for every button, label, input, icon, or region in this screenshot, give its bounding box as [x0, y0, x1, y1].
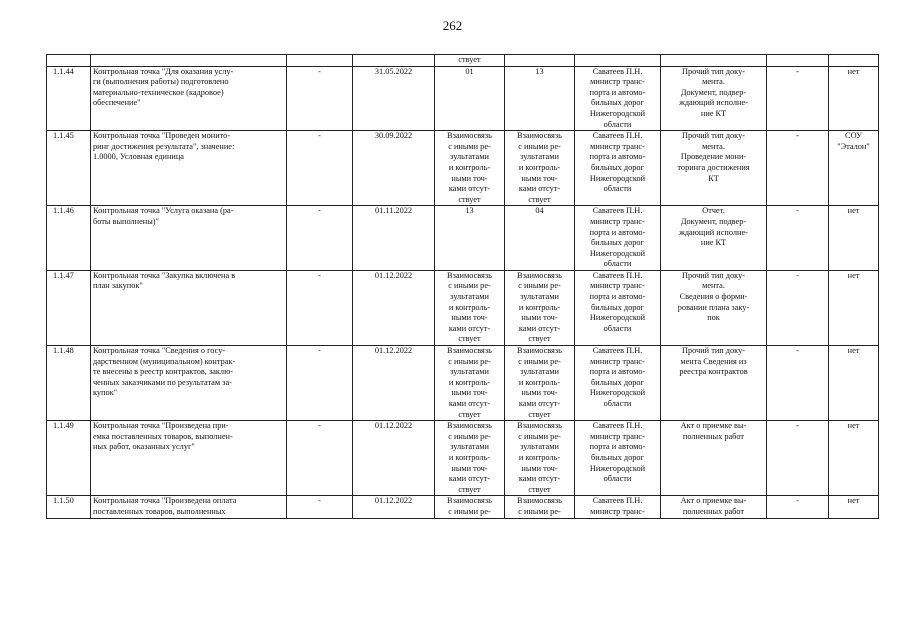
cell-empty: [829, 55, 879, 67]
document-type: Акт о приемке вы- полненных работ: [661, 421, 767, 496]
table-row: [47, 206, 879, 271]
linkage-next: 13: [505, 66, 575, 131]
cell-empty: [91, 55, 287, 67]
document-type: Прочий тип доку- мента Сведения из реестра контрактов: [661, 346, 767, 421]
linkage-next: Взаимосвязь с иными ре- зультатами и контроль- ными точ- ками отсут- ствует: [505, 421, 575, 496]
row-number: 1.1.48: [47, 346, 91, 421]
cell-dash: -: [767, 270, 829, 345]
continuation-cell: [505, 55, 575, 67]
info-system: нет: [829, 421, 879, 496]
responsible-person: Саватеев П.Н. министр транс- порта и автомо- бильных дорог Нижегородской области: [575, 421, 661, 496]
responsible-person: Саватеев П.Н. министр транс- порта и автомо- бильных дорог Нижегородской области: [575, 270, 661, 345]
table-row: [47, 131, 879, 206]
linkage-next: Взаимосвязь с иными ре- зультатами и контроль- ными точ- ками отсут- ствует: [505, 131, 575, 206]
continuation-row: [47, 55, 879, 67]
table-row: [47, 270, 879, 345]
row-number: 1.1.46: [47, 206, 91, 271]
linkage-previous: Взаимосвязь с иными ре-: [435, 496, 505, 518]
cell-dash: -: [767, 421, 829, 496]
control-point-name: Контрольная точка "Произведена при- емка поставленных товаров, выполнен- ных работ, оказанных услуг": [91, 421, 287, 496]
cell-dash: -: [287, 421, 353, 496]
control-point-date: 01.11.2022: [353, 206, 435, 271]
info-system: нет: [829, 66, 879, 131]
linkage-previous: Взаимосвязь с иными ре- зультатами и контроль- ными точ- ками отсут- ствует: [435, 131, 505, 206]
table-row: [47, 346, 879, 421]
info-system: нет: [829, 496, 879, 518]
responsible-person: Саватеев П.Н. министр транс- порта и автомо- бильных дорог Нижегородской области: [575, 206, 661, 271]
table-row: [47, 66, 879, 131]
control-point-name: Контрольная точка "Проведен монито- ринг достижения результата", значение: 1.0000, Условная единица: [91, 131, 287, 206]
control-point-name: Контрольная точка "Услуга оказана (ра- боты выполнены)": [91, 206, 287, 271]
cell-dash: -: [767, 131, 829, 206]
linkage-next: Взаимосвязь с иными ре-: [505, 496, 575, 518]
responsible-person: Саватеев П.Н. министр транс- порта и автомо- бильных дорог Нижегородской области: [575, 346, 661, 421]
cell-dash: -: [287, 131, 353, 206]
row-number: 1.1.47: [47, 270, 91, 345]
linkage-next: Взаимосвязь с иными ре- зультатами и контроль- ными точ- ками отсут- ствует: [505, 270, 575, 345]
responsible-person: Саватеев П.Н. министр транс- порта и автомо- бильных дорог Нижегородской области: [575, 66, 661, 131]
cell-empty: [661, 55, 767, 67]
document-type: Прочий тип доку- мента. Проведение мони- торинга достижения КТ: [661, 131, 767, 206]
linkage-next: Взаимосвязь с иными ре- зультатами и контроль- ными точ- ками отсут- ствует: [505, 346, 575, 421]
document-type: Прочий тип доку- мента. Документ, подвер- ждающий исполне- ние КТ: [661, 66, 767, 131]
control-point-name: Контрольная точка "Закупка включена в план закупок": [91, 270, 287, 345]
cell-empty: [47, 55, 91, 67]
info-system: нет: [829, 270, 879, 345]
cell-dash: -: [287, 206, 353, 271]
row-number: 1.1.44: [47, 66, 91, 131]
control-point-name: Контрольная точка "Сведения о госу- дарственном (муниципальном) контрак- те внесены в реестр контрактов, заклю- ченных заказчиками по результатам за- купок": [91, 346, 287, 421]
linkage-previous: 01: [435, 66, 505, 131]
cell-dash: -: [767, 206, 829, 271]
page-number: 262: [442, 18, 463, 33]
cell-empty: [767, 55, 829, 67]
control-point-date: 31.05.2022: [353, 66, 435, 131]
row-number: 1.1.50: [47, 496, 91, 518]
cell-dash: -: [287, 346, 353, 421]
cell-dash: -: [767, 496, 829, 518]
control-point-date: 01.12.2022: [353, 496, 435, 518]
linkage-previous: Взаимосвязь с иными ре- зультатами и контроль- ными точ- ками отсут- ствует: [435, 270, 505, 345]
continuation-cell: ствует: [435, 55, 505, 67]
document-type: Акт о приемке вы- полненных работ: [661, 496, 767, 518]
cell-dash: -: [767, 346, 829, 421]
control-point-date: 01.12.2022: [353, 270, 435, 345]
linkage-previous: 13: [435, 206, 505, 271]
row-number: 1.1.45: [47, 131, 91, 206]
document-type: Отчет. Документ, подвер- ждающий исполне- ние КТ: [661, 206, 767, 271]
info-system: СОУ "Эталон": [829, 131, 879, 206]
control-point-name: Контрольная точка "Произведена оплата поставленных товаров, выполненных: [91, 496, 287, 518]
control-point-name: Контрольная точка "Для оказания услу- ги (выполнения работы) подготовлено материально-техническое (кадровое) обеспечение": [91, 66, 287, 131]
control-point-date: 01.12.2022: [353, 346, 435, 421]
document-type: Прочий тип доку- мента. Сведения о форми- ровании плана заку- пок: [661, 270, 767, 345]
info-system: нет: [829, 206, 879, 271]
row-number: 1.1.49: [47, 421, 91, 496]
cell-empty: [287, 55, 353, 67]
cell-empty: [353, 55, 435, 67]
linkage-previous: Взаимосвязь с иными ре- зультатами и контроль- ными точ- ками отсут- ствует: [435, 421, 505, 496]
table-row: [47, 421, 879, 496]
control-point-date: 30.09.2022: [353, 131, 435, 206]
cell-dash: -: [767, 66, 829, 131]
responsible-person: Саватеев П.Н. министр транс-: [575, 496, 661, 518]
cell-dash: -: [287, 496, 353, 518]
linkage-next: 04: [505, 206, 575, 271]
cell-dash: -: [287, 270, 353, 345]
cell-dash: -: [287, 66, 353, 131]
table-body: [47, 55, 879, 519]
table-row: [47, 496, 879, 518]
control-points-table: [46, 54, 879, 519]
linkage-previous: Взаимосвязь с иными ре- зультатами и контроль- ными точ- ками отсут- ствует: [435, 346, 505, 421]
control-point-date: 01.12.2022: [353, 421, 435, 496]
responsible-person: Саватеев П.Н. министр транс- порта и автомо- бильных дорог Нижегородской области: [575, 131, 661, 206]
info-system: нет: [829, 346, 879, 421]
cell-empty: [575, 55, 661, 67]
